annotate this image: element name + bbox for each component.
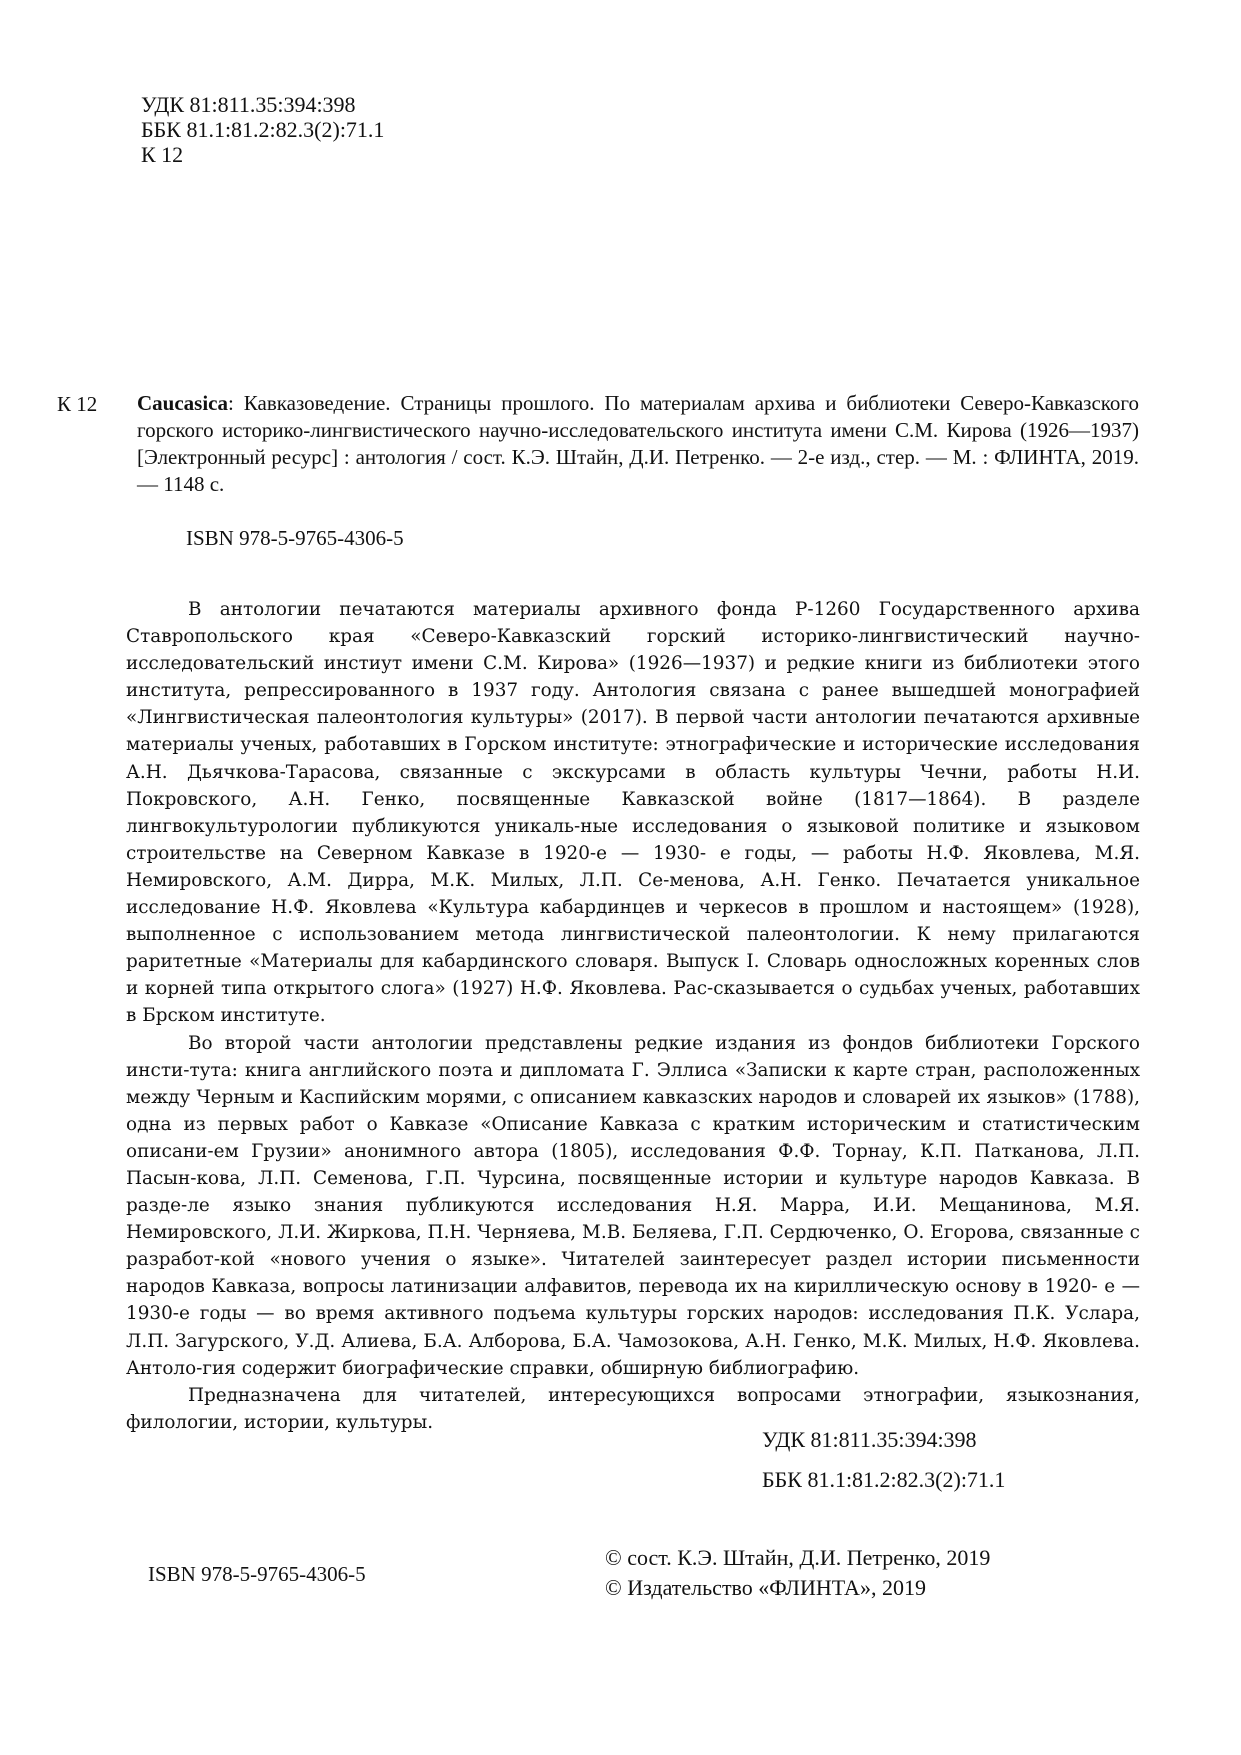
bbk-code-bottom: ББК 81.1:81.2:82.3(2):71.1 (762, 1467, 1006, 1492)
copyright-block (605, 1543, 990, 1603)
catalog-author-mark: К 12 (57, 392, 98, 416)
bbk-code: ББК 81.1:81.2:82.3(2):71.1 (141, 117, 385, 142)
isbn: ISBN 978-5-9765-4306-5 (186, 526, 404, 550)
annotation-paragraph-2: Во второй части антологии представлены редкие издания из фондов библиотеки Горского инсти-тута: книга английского поэта и дипломата Г. Эллиса «Записки к карте стран, расположенных между Черным и Каспийским морями, с описанием кавказских народов и словарей их языков» (1788), одна из первых работ о Кавказе «Описание Кавказа с кратким историческим и статистическим описани-ем Грузии» анонимного автора (1805), исследования Ф.Ф. Торнау, К.П. Патканова, Л.П. Пасын-кова, Л.П. Семенова, Г.П. Чурсина, посвященные истории и культуре народов Кавказа. В разде-ле языко знания публикуются исследования Н.Я. Марра, И.И. Мещанинова, М.Я. Немировского, Л.И. Жиркова, П.Н. Черняева, М.В. Беляева, Г.П. Сердюченко, О. Егорова, связанные с разработ-кой «нового учения о языке». Читателей заинтересует раздел истории письменности народов Кавказа, вопросы латинизации алфавитов, перевода их на кириллическую основу в 1920- е — 1930-е годы — во время активного подъема культуры горских народов: исследования П.К. Услара, Л.П. Загурского, У.Д. Алиева, Б.А. Алборова, Б.А. Чамозокова, А.Н. Генко, М.К. Милых, Н.Ф. Яковлева. Антоло-гия содержит биографические справки, обширную библиографию. (126, 1032, 1140, 1379)
udk-code: УДК 81:811.35:394:398 (141, 92, 356, 117)
classification-codes-bottom (762, 1420, 1005, 1500)
annotation-paragraph-1: В антологии печатаются материалы архивного фонда Р-1260 Государственного архива Ставропольского края «Северо-Кавказский горский историко-лингвистический научно-исследовательский инстиут имени С.М. Кирова» (1926—1937) и редкие книги из библиотеки этого института, репрессированного в 1937 году. Антология связана с ранее вышедшей монографией «Лингвистическая палеонтология культуры» (2017). В первой части антологии печатаются архивные материалы ученых, работавших в Горском институте: этнографические и исторические исследования А.Н. Дьячкова-Тарасова, связанные с экскурсами в область культуры Чечни, работы Н.И. Покровского, А.Н. Генко, посвященные Кавказской войне (1817—1864). В разделе лингвокультурологии публикуются уникаль-ные исследования о языковой политике и языковом строительстве на Северном Кавказе в 1920-е — 1930- е годы, — работы Н.Ф. Яковлева, М.Я. Немировского, А.М. Дирра, М.К. Милых, Л.П. Се-менова, А.Н. Генко. Печатается уникальное исследование Н.Ф. Яковлева «Культура кабардинцев и черкесов в прошлом и настоящем» (1928), выполненное с использованием метода лингвистической палеонтологии. К нему прилагаются раритетные «Материалы для кабардинского словаря. Выпуск I. Словарь односложных коренных слов и корней типа открытого слога» (1927) Н.Ф. Яковлева. Рас-сказывается о судьбах ученых, работавших в Брском институте. (126, 599, 1140, 1027)
copyright-publisher: © Издательство «ФЛИНТА», 2019 (605, 1575, 926, 1600)
copyright-compilers: © сост. К.Э. Штайн, Д.И. Петренко, 2019 (605, 1545, 991, 1570)
author-mark: К 12 (141, 142, 184, 167)
annotation (126, 596, 1140, 1436)
bibliographic-entry (137, 390, 1139, 498)
classification-codes-top (141, 92, 384, 167)
isbn-bottom: ISBN 978-5-9765-4306-5 (148, 1562, 366, 1586)
bibliographic-description: : Кавказоведение. Страницы прошлого. По материалам архива и библиотеки Северо-Кавказского горского историко-лингвистического научно-исследовательского института имени С.М. Кирова (1926—1937) [Электронный ресурс] : антология / сост. К.Э. Штайн, Д.И. Петренко. — 2-е изд., стер. — М. : ФЛИНТА, 2019. — 1148 с. (137, 391, 1139, 496)
book-title: Caucasica (137, 391, 228, 415)
udk-code-bottom: УДК 81:811.35:394:398 (762, 1427, 977, 1452)
annotation-paragraph-3: Предназначена для читателей, интересующихся вопросами этнографии, языкознания, филологии, истории, культуры. (126, 1384, 1140, 1433)
